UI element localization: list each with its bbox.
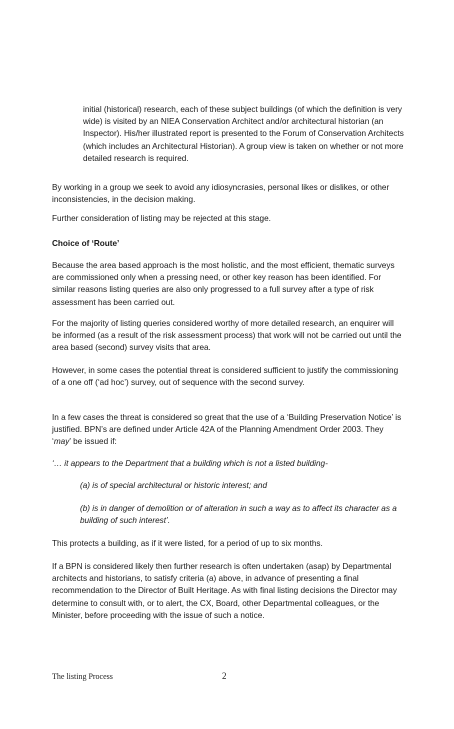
paragraph-further-research: If a BPN is considered likely then further research is often undertaken (asap) by Departmental architects and historians, to satisfy criteria (a) above, in advance of presenting a final recommendation to the Director of Built Heritage. As with final listing decisions the Director may determine to consult with, or to alert, the CX, Board, other Departmental colleagues, or the Minister, before proceeding with the issue of such a notice. [52, 562, 397, 620]
footer-title: The listing Process [52, 672, 113, 681]
quote-criterion-a: (a) is of special architectural or historic interest; and [80, 481, 268, 490]
page-number: 2 [222, 671, 227, 681]
paragraph-group-working: By working in a group we seek to avoid any idiosyncrasies, personal likes or dislikes, or other inconsistencies, in the decision making. [52, 183, 390, 205]
bpn-text-after: ’ be issued if: [69, 437, 117, 447]
paragraph-area-approach: Because the area based approach is the most holistic, and the most efficient, thematic surveys are commissioned only when a pressing need, or other key reason has been identified. For similar reasons listing queries are also only progressed to a full survey after a type of risk assessment has been carried out. [52, 261, 395, 307]
paragraph-research: initial (historical) research, each of these subject buildings (of which the definition is very wide) is visited by an NIEA Conservation Architect and/or architectural historian (an Inspector). His/her illustrated report is presented to the Forum of Conservation Architects (which includes an Architectural Historian). A group view is taken on whether or not more detailed research is required. [83, 105, 404, 163]
paragraph-majority-queries: For the majority of listing queries considered worthy of more detailed research, an enquirer will be informed (as a result of the risk assessment process) that work will not be carried out until the area based (second) survey visits that area. [52, 319, 402, 353]
quote-intro: ‘… it appears to the Department that a building which is not a listed building- [52, 459, 328, 468]
paragraph-protection: This protects a building, as if it were listed, for a period of up to six months. [52, 539, 323, 548]
bpn-text-may: may [53, 437, 70, 447]
quote-criterion-b: (b) is in danger of demolition or of alteration in such a way as to affect its character as a building of such interest’. [80, 504, 397, 526]
paragraph-bpn [52, 412, 404, 449]
bpn-text-before: In a few cases the threat is considered so great that the use of a ‘Building Preservation Notice’ is justified. BPN’s are defined under Article 42A of the Planning Amendment Order 2003. They ‘ [52, 413, 402, 447]
section-heading: Choice of ‘Route’ [52, 239, 120, 248]
paragraph-rejection: Further consideration of listing may be rejected at this stage. [52, 214, 271, 223]
paragraph-ad-hoc: However, in some cases the potential threat is considered sufficient to justify the commissioning of a one off (‘ad hoc’) survey, out of sequence with the second survey. [52, 366, 399, 388]
